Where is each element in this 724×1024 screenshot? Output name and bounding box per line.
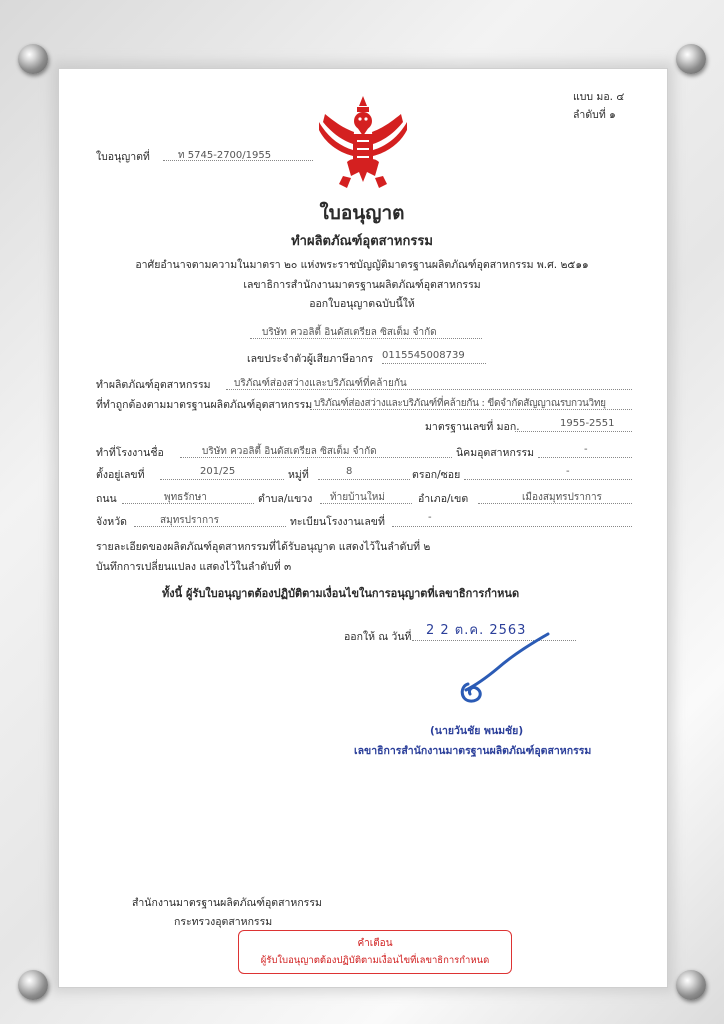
factory-label: ทำที่โรงงานชื่อ xyxy=(96,447,164,459)
tis-label: มาตรฐานเลขที่ มอก. xyxy=(425,421,520,433)
issued-date-stamp: 2 2 ต.ค. 2563 xyxy=(426,623,527,638)
warning-title: คำเตือน xyxy=(357,938,393,949)
intro-line-1: อาศัยอำนาจตามความในมาตรา ๒๐ แห่งพระราชบัญญัติมาตรฐานผลิตภัณฑ์อุตสาหกรรม พ.ศ. ๒๕๑๑ xyxy=(135,259,589,271)
factory-reg-value: - xyxy=(428,512,432,523)
province-value: สมุทรปราการ xyxy=(160,515,220,526)
estate-value: - xyxy=(584,444,588,455)
address-line xyxy=(160,479,284,480)
signer-name: (นายวันชัย พนมชัย) xyxy=(430,725,524,737)
subdistrict-value: ท้ายบ้านใหม่ xyxy=(330,492,385,503)
warning-text: ผู้รับใบอนุญาตต้องปฏิบัติตามเงื่อนไขที่เลขาธิการกำหนด xyxy=(260,955,490,966)
warning-box xyxy=(238,930,512,974)
soi-line xyxy=(464,479,632,480)
screw-icon xyxy=(18,970,48,1000)
tis-value: 1955-2551 xyxy=(560,418,615,429)
factory-reg-label: ทะเบียนโรงงานเลขที่ xyxy=(290,516,385,528)
factory-reg-line xyxy=(392,526,632,527)
company-name: บริษัท ควอลิตี้ อินดัสเตรียล ซิสเต็ม จำกัด xyxy=(262,327,437,338)
intro-line-2: เลขาธิการสำนักงานมาตรฐานผลิตภัณฑ์อุตสาหกรรม xyxy=(243,279,481,291)
road-value: พุทธรักษา xyxy=(164,492,207,503)
condition-text: ทั้งนี้ ผู้รับใบอนุญาตต้องปฏิบัติตามเงื่อนไขในการอนุญาตที่เลขาธิการกำหนด xyxy=(162,587,520,600)
factory-name: บริษัท ควอลิตี้ อินดัสเตรียล ซิสเต็ม จำกัด xyxy=(202,446,377,457)
tax-id-value: 0115545008739 xyxy=(382,350,465,361)
document-subtitle: ทำผลิตภัณฑ์อุตสาหกรรม xyxy=(291,234,433,249)
issued-label: ออกให้ ณ วันที่ xyxy=(344,631,412,643)
soi-label: ตรอก/ซอย xyxy=(412,469,461,481)
form-code: แบบ มอ. ๔ xyxy=(573,91,625,103)
document-title: ใบอนุญาต xyxy=(319,202,405,224)
screw-icon xyxy=(676,970,706,1000)
estate-label: นิคมอุตสาหกรรม xyxy=(456,447,535,459)
office-line-1: สำนักงานมาตรฐานผลิตภัณฑ์อุตสาหกรรม xyxy=(132,897,322,909)
product-label: ทำผลิตภัณฑ์อุตสาหกรรม xyxy=(96,379,211,391)
province-label: จังหวัด xyxy=(96,516,127,528)
intro-line-3: ออกใบอนุญาตฉบับนี้ให้ xyxy=(309,298,415,310)
detail-line-2: บันทึกการเปลี่ยนแปลง แสดงไว้ในลำดับที่ ๓ xyxy=(96,561,292,573)
address-label: ตั้งอยู่เลขที่ xyxy=(96,469,145,481)
office-line-2: กระทรวงอุตสาหกรรม xyxy=(174,916,273,928)
order-number: ลำดับที่ ๑ xyxy=(573,109,616,121)
estate-line xyxy=(538,457,632,458)
product-value: บริภัณฑ์ส่องสว่างและบริภัณฑ์ที่คล้ายกัน xyxy=(234,378,407,389)
moo-label: หมู่ที่ xyxy=(288,469,309,481)
garuda-emblem-icon xyxy=(317,92,409,192)
screw-icon xyxy=(18,44,48,74)
district-label: อำเภอ/เขต xyxy=(418,493,469,505)
address-value: 201/25 xyxy=(200,466,236,477)
license-number-value: ท 5745-2700/1955 xyxy=(178,150,272,161)
moo-line xyxy=(318,479,410,480)
subdistrict-label: ตำบล/แขวง xyxy=(258,493,313,505)
tis-line xyxy=(515,431,632,432)
signature-icon xyxy=(448,628,558,708)
district-value: เมืองสมุทรปราการ xyxy=(522,492,602,503)
license-number-label: ใบอนุญาตที่ xyxy=(96,151,150,163)
tax-id-line xyxy=(382,363,486,364)
tax-id-label: เลขประจำตัวผู้เสียภาษีอากร xyxy=(247,353,374,365)
road-label: ถนน xyxy=(96,493,117,505)
standard-value: บริภัณฑ์ส่องสว่างและบริภัณฑ์ที่คล้ายกัน : ขีดจำกัดสัญญาณรบกวนวิทยุ xyxy=(314,398,606,409)
detail-line-1: รายละเอียดของผลิตภัณฑ์อุตสาหกรรมที่ได้รับอนุญาต แสดงไว้ในลำดับที่ ๒ xyxy=(96,541,431,553)
standard-label: ที่ทำถูกต้องตามมาตรฐานผลิตภัณฑ์อุตสาหกรรม xyxy=(96,399,313,411)
signer-title: เลขาธิการสำนักงานมาตรฐานผลิตภัณฑ์อุตสาหกรรม xyxy=(354,745,592,757)
moo-value: 8 xyxy=(346,466,353,477)
soi-value: - xyxy=(566,466,570,477)
screw-icon xyxy=(676,44,706,74)
